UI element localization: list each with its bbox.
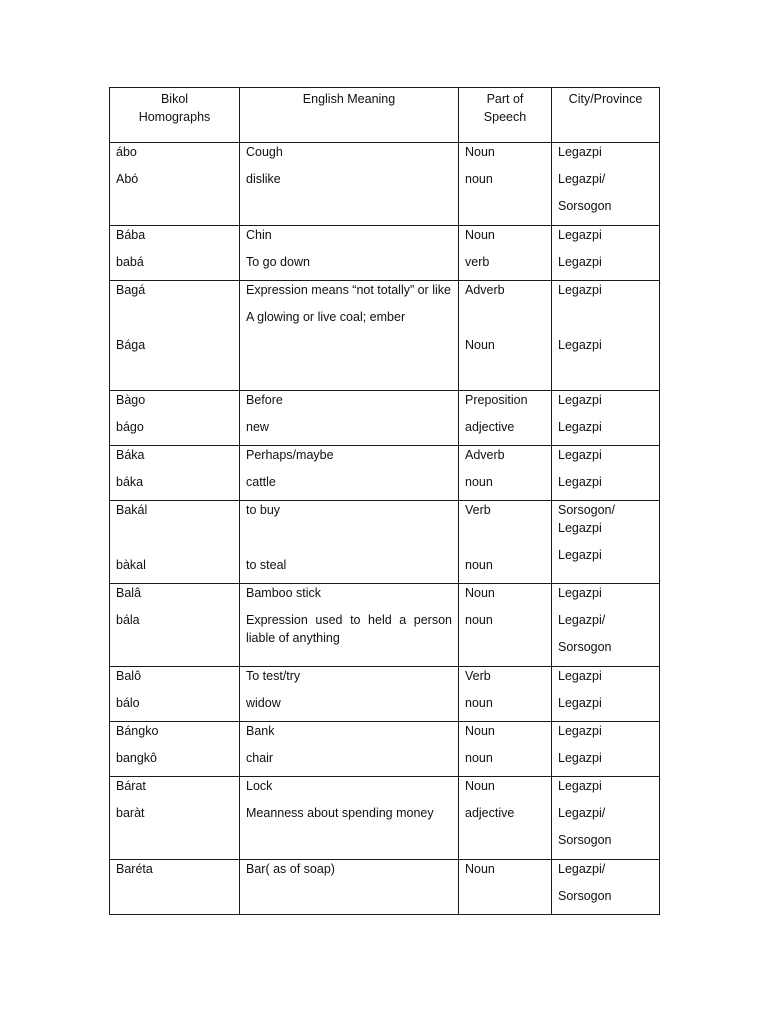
english-meaning: Chin xyxy=(246,228,272,242)
bikol-word-cell xyxy=(110,446,240,501)
part-of-speech: noun xyxy=(465,558,493,572)
table-row xyxy=(110,281,660,391)
bikol-word: bála xyxy=(116,613,140,627)
english-meaning-cell xyxy=(240,226,459,281)
city-province: Legazpi xyxy=(558,255,602,269)
part-of-speech: adjective xyxy=(465,806,515,820)
english-meaning: Expression used to held a person liable of anything xyxy=(246,613,452,645)
bikol-word: Bàgo xyxy=(116,393,146,407)
city-province: Sorsogon xyxy=(558,833,612,847)
part-of-speech: verb xyxy=(465,255,490,269)
part-of-speech-cell xyxy=(459,777,552,860)
city-province: Legazpi xyxy=(558,475,602,489)
english-meaning-cell xyxy=(240,501,459,584)
city-province: Legazpi xyxy=(558,548,602,562)
bikol-word-cell xyxy=(110,584,240,667)
english-meaning: widow xyxy=(246,696,281,710)
table-row xyxy=(110,143,660,226)
header-bikol-homographs: Bikol Homographs xyxy=(110,88,240,143)
part-of-speech: noun xyxy=(465,696,493,710)
table-row xyxy=(110,446,660,501)
city-province: Sorsogon xyxy=(558,889,612,903)
bikol-word-cell xyxy=(110,281,240,391)
english-meaning-cell xyxy=(240,860,459,915)
english-meaning-cell xyxy=(240,667,459,722)
bikol-word: bangkô xyxy=(116,751,158,765)
english-meaning: dislike xyxy=(246,172,281,186)
bikol-word-cell xyxy=(110,722,240,777)
city-province: Legazpi/ xyxy=(558,613,606,627)
bikol-word: bàkal xyxy=(116,558,146,572)
english-meaning: Bar( as of soap) xyxy=(246,862,335,876)
bikol-word: Bakál xyxy=(116,503,148,517)
english-meaning-cell xyxy=(240,584,459,667)
english-meaning: Expression means “not totally” or like xyxy=(246,283,451,297)
table-row xyxy=(110,722,660,777)
part-of-speech-cell xyxy=(459,667,552,722)
city-province-cell xyxy=(552,860,660,915)
english-meaning-cell xyxy=(240,391,459,446)
city-province-cell xyxy=(552,777,660,860)
header-part-of-speech: Part of Speech xyxy=(459,88,552,143)
bikol-word-cell xyxy=(110,860,240,915)
bikol-word: Bagá xyxy=(116,283,146,297)
part-of-speech: Verb xyxy=(465,503,491,517)
part-of-speech: Noun xyxy=(465,338,495,352)
bikol-word-cell xyxy=(110,777,240,860)
header-row xyxy=(110,88,660,143)
city-province: Sorsogon xyxy=(558,199,612,213)
english-meaning: Bank xyxy=(246,724,275,738)
bikol-word-cell xyxy=(110,501,240,584)
city-province: Legazpi/ xyxy=(558,172,606,186)
bikol-word: Abó xyxy=(116,172,139,186)
bikol-word-cell xyxy=(110,391,240,446)
part-of-speech: adjective xyxy=(465,420,515,434)
bikol-word-cell xyxy=(110,667,240,722)
part-of-speech-cell xyxy=(459,391,552,446)
part-of-speech: Verb xyxy=(465,669,491,683)
part-of-speech: Adverb xyxy=(465,283,505,297)
city-province: Legazpi/ xyxy=(558,862,606,876)
city-province-cell xyxy=(552,226,660,281)
part-of-speech-cell xyxy=(459,860,552,915)
city-province: Legazpi xyxy=(558,586,602,600)
city-province: Legazpi xyxy=(558,779,602,793)
city-province: Sorsogon/ xyxy=(558,503,615,517)
part-of-speech: Noun xyxy=(465,862,495,876)
bikol-word: bálo xyxy=(116,696,140,710)
english-meaning-cell xyxy=(240,281,459,391)
bikol-word-cell xyxy=(110,226,240,281)
part-of-speech: noun xyxy=(465,475,493,489)
bikol-word: baràt xyxy=(116,806,145,820)
english-meaning-cell xyxy=(240,446,459,501)
city-province-cell xyxy=(552,722,660,777)
city-province-cell xyxy=(552,281,660,391)
city-province-cell xyxy=(552,667,660,722)
table-row xyxy=(110,391,660,446)
english-meaning: To test/try xyxy=(246,669,301,683)
part-of-speech: noun xyxy=(465,751,493,765)
city-province: Legazpi xyxy=(558,393,602,407)
bikol-word: ábo xyxy=(116,145,137,159)
city-province: Legazpi xyxy=(558,521,602,535)
bikol-word: Bága xyxy=(116,338,146,352)
bikol-word: babá xyxy=(116,255,144,269)
homographs-table xyxy=(109,87,660,915)
part-of-speech: noun xyxy=(465,172,493,186)
part-of-speech-cell xyxy=(459,143,552,226)
english-meaning: chair xyxy=(246,751,274,765)
bikol-word: báka xyxy=(116,475,144,489)
part-of-speech-cell xyxy=(459,446,552,501)
english-meaning: to buy xyxy=(246,503,281,517)
part-of-speech: Adverb xyxy=(465,448,505,462)
english-meaning: cattle xyxy=(246,475,276,489)
english-meaning: Cough xyxy=(246,145,283,159)
table-row xyxy=(110,777,660,860)
bikol-word: Báka xyxy=(116,448,145,462)
part-of-speech-cell xyxy=(459,501,552,584)
part-of-speech: Noun xyxy=(465,228,495,242)
header-english-meaning: English Meaning xyxy=(240,88,459,143)
english-meaning: Before xyxy=(246,393,283,407)
table-row xyxy=(110,584,660,667)
city-province: Legazpi xyxy=(558,696,602,710)
bikol-word: Bába xyxy=(116,228,146,242)
english-meaning: Bamboo stick xyxy=(246,586,322,600)
part-of-speech: Noun xyxy=(465,724,495,738)
table-row xyxy=(110,860,660,915)
english-meaning: A glowing or live coal; ember xyxy=(246,310,406,324)
english-meaning: To go down xyxy=(246,255,310,269)
city-province-cell xyxy=(552,501,660,584)
bikol-word: bágo xyxy=(116,420,144,434)
part-of-speech-cell xyxy=(459,584,552,667)
header-city-province: City/Province xyxy=(552,88,660,143)
table-row xyxy=(110,226,660,281)
city-province-cell xyxy=(552,143,660,226)
english-meaning-cell xyxy=(240,777,459,860)
part-of-speech: Noun xyxy=(465,145,495,159)
city-province: Legazpi xyxy=(558,145,602,159)
bikol-word: Balâ xyxy=(116,586,142,600)
city-province: Legazpi xyxy=(558,283,602,297)
part-of-speech: noun xyxy=(465,613,493,627)
part-of-speech: Preposition xyxy=(465,393,528,407)
english-meaning: Perhaps/maybe xyxy=(246,448,334,462)
city-province-cell xyxy=(552,584,660,667)
city-province: Legazpi xyxy=(558,669,602,683)
bikol-word: Bángko xyxy=(116,724,159,738)
city-province-cell xyxy=(552,391,660,446)
city-province: Legazpi xyxy=(558,338,602,352)
part-of-speech-cell xyxy=(459,722,552,777)
part-of-speech: Noun xyxy=(465,779,495,793)
city-province: Legazpi xyxy=(558,724,602,738)
table-row xyxy=(110,667,660,722)
city-province: Legazpi xyxy=(558,228,602,242)
part-of-speech: Noun xyxy=(465,586,495,600)
english-meaning-cell xyxy=(240,722,459,777)
city-province: Legazpi xyxy=(558,751,602,765)
part-of-speech-cell xyxy=(459,226,552,281)
bikol-word: Bárat xyxy=(116,779,146,793)
bikol-word-cell xyxy=(110,143,240,226)
city-province: Sorsogon xyxy=(558,640,612,654)
bikol-word: Balô xyxy=(116,669,142,683)
city-province-cell xyxy=(552,446,660,501)
table-row xyxy=(110,501,660,584)
bikol-word: Baréta xyxy=(116,862,153,876)
english-meaning: Lock xyxy=(246,779,273,793)
english-meaning: new xyxy=(246,420,269,434)
part-of-speech-cell xyxy=(459,281,552,391)
city-province: Legazpi xyxy=(558,420,602,434)
english-meaning-cell xyxy=(240,143,459,226)
city-province: Legazpi/ xyxy=(558,806,606,820)
english-meaning: Meanness about spending money xyxy=(246,806,434,820)
english-meaning: to steal xyxy=(246,558,287,572)
city-province: Legazpi xyxy=(558,448,602,462)
